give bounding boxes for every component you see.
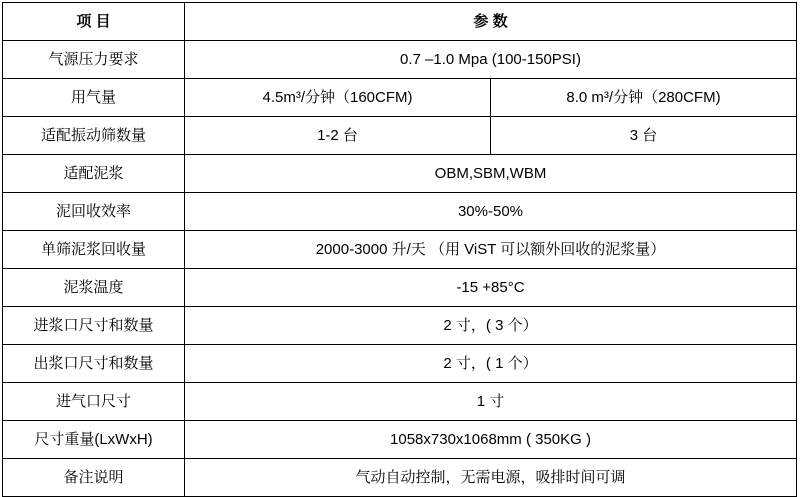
table-row — [3, 193, 797, 231]
row-label: 备注说明 — [3, 459, 185, 497]
row-value: 30%-50% — [185, 193, 797, 231]
row-label: 单筛泥浆回收量 — [3, 231, 185, 269]
row-label: 泥回收效率 — [3, 193, 185, 231]
specification-table — [2, 2, 797, 497]
row-value: 1 寸 — [185, 383, 797, 421]
row-value: OBM,SBM,WBM — [185, 155, 797, 193]
table-row — [3, 459, 797, 497]
row-label: 气源压力要求 — [3, 41, 185, 79]
table-row — [3, 41, 797, 79]
row-label: 泥浆温度 — [3, 269, 185, 307]
table-row — [3, 383, 797, 421]
row-value: 1058x730x1068mm ( 350KG ) — [185, 421, 797, 459]
row-value: 1-2 台 — [185, 117, 491, 155]
row-value: 2 寸，( 3 个） — [185, 307, 797, 345]
row-label: 出浆口尺寸和数量 — [3, 345, 185, 383]
table-row — [3, 345, 797, 383]
row-label: 尺寸重量(LxWxH) — [3, 421, 185, 459]
table-row — [3, 79, 797, 117]
row-value: -15 +85°C — [185, 269, 797, 307]
table-row — [3, 155, 797, 193]
table-row — [3, 269, 797, 307]
table-header-row — [3, 3, 797, 41]
row-label: 适配泥浆 — [3, 155, 185, 193]
row-value: 8.0 m³/分钟（280CFM) — [491, 79, 797, 117]
table-row — [3, 117, 797, 155]
row-label: 进气口尺寸 — [3, 383, 185, 421]
header-cell-item: 项 目 — [3, 3, 185, 41]
row-value: 0.7 –1.0 Mpa (100-150PSI) — [185, 41, 797, 79]
row-label: 进浆口尺寸和数量 — [3, 307, 185, 345]
row-value: 2 寸，( 1 个） — [185, 345, 797, 383]
row-value: 气动自动控制，无需电源，吸排时间可调 — [185, 459, 797, 497]
header-cell-parameter: 参 数 — [185, 3, 797, 41]
row-label: 适配振动筛数量 — [3, 117, 185, 155]
row-value: 2000-3000 升/天 （用 ViST 可以额外回收的泥浆量） — [185, 231, 797, 269]
row-value: 4.5m³/分钟（160CFM) — [185, 79, 491, 117]
table-row — [3, 231, 797, 269]
table-body — [3, 3, 797, 497]
table-row — [3, 421, 797, 459]
row-value: 3 台 — [491, 117, 797, 155]
row-label: 用气量 — [3, 79, 185, 117]
table-row — [3, 307, 797, 345]
